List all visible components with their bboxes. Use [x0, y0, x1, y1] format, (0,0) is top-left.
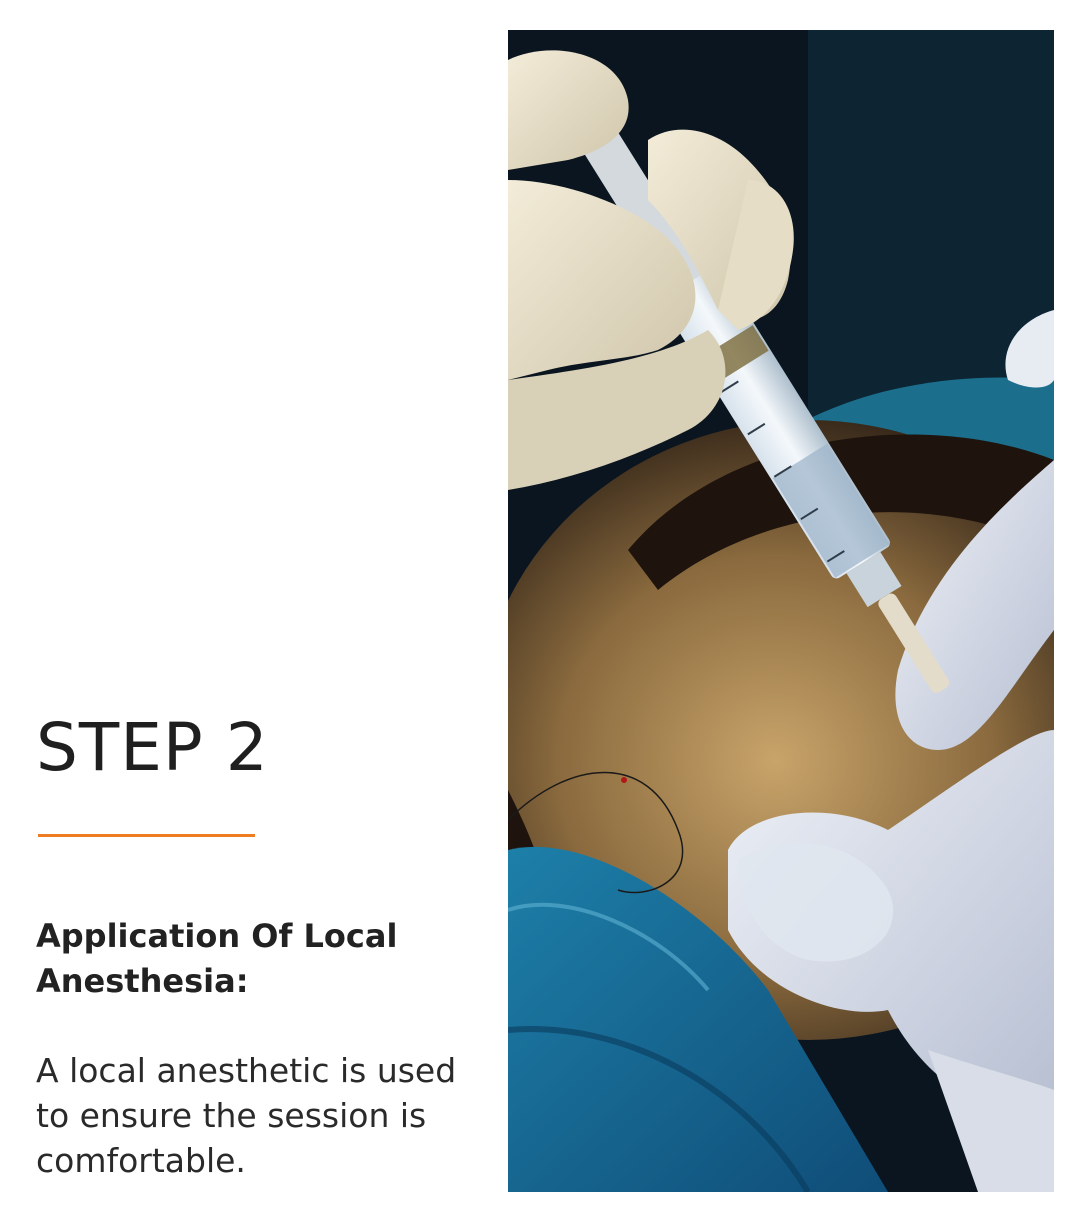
step-title: STEP 2	[36, 709, 269, 786]
step-heading: Application Of Local Anesthesia:	[36, 917, 398, 1000]
step-description: A local anesthetic is used to ensure the session is comfortable.	[36, 1051, 457, 1180]
procedure-photo-illustration	[508, 30, 1054, 1192]
procedure-photo	[508, 30, 1054, 1192]
accent-divider	[38, 834, 255, 837]
